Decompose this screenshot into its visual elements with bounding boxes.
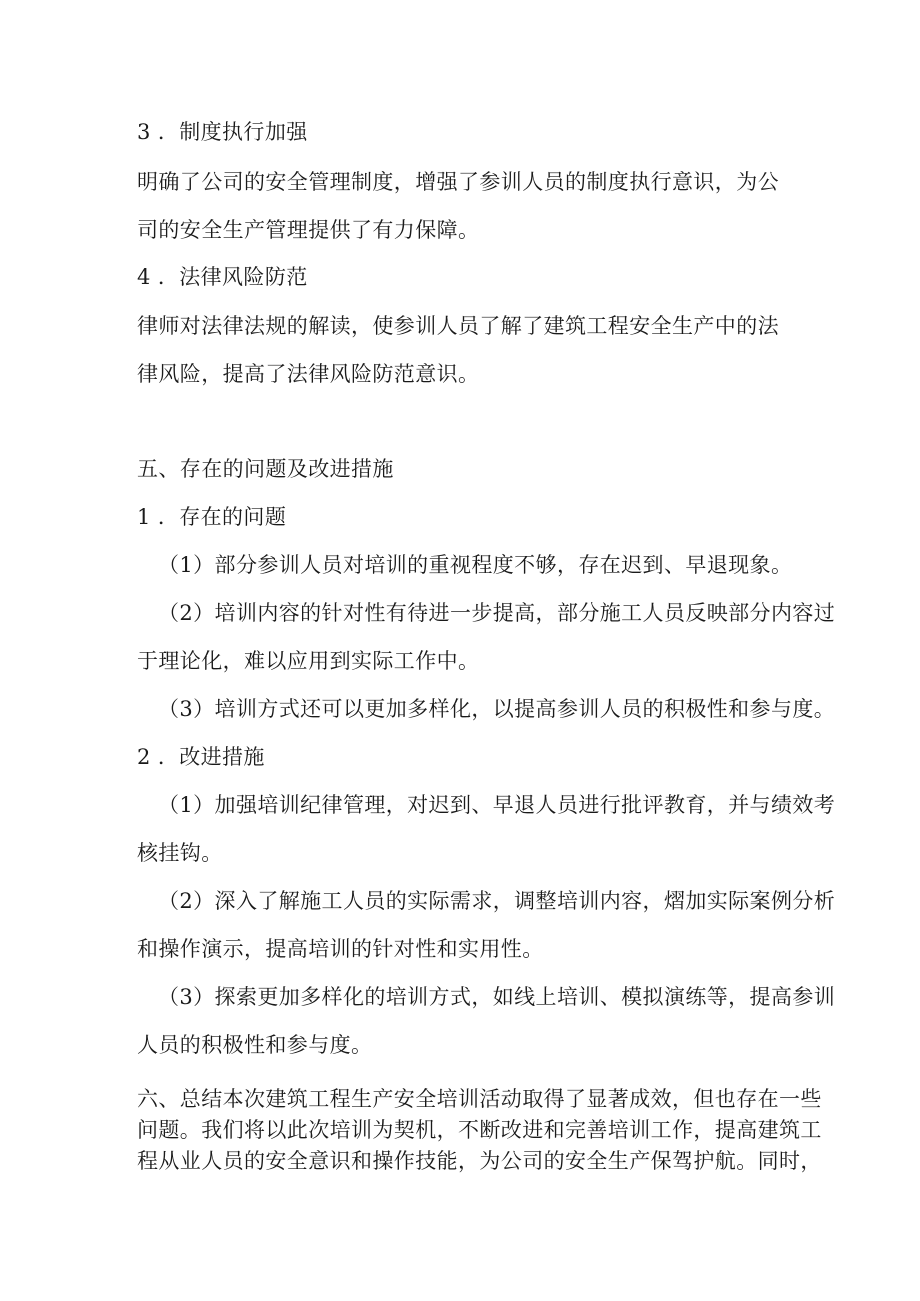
measure-item-1-line-2: 核挂钩。 — [137, 841, 223, 865]
section-6-line-2: 问题。我们将以此次培训为契机，不断改进和完善培训工作，提高建筑工 — [137, 1118, 822, 1142]
section-3-heading: 3 ．制度执行加强 — [137, 120, 308, 144]
section-6-line-3: 程从业人员的安全意识和操作技能，为公司的安全生产保驾护航。同时， — [137, 1149, 822, 1173]
measures-heading: 2 ．改进措施 — [137, 745, 265, 769]
problems-heading: 1 ．存在的问题 — [137, 505, 287, 529]
section-6-line-1: 六、总结本次建筑工程生产安全培训活动取得了显著成效，但也存在一些 — [137, 1087, 822, 1111]
measure-item-2-line-2: 和操作演示，提高培训的针对性和实用性。 — [137, 937, 544, 961]
section-4-text-line-2: 律风险，提高了法律风险防范意识。 — [137, 362, 480, 386]
measure-item-3-line-2: 人员的积极性和参与度。 — [137, 1033, 373, 1057]
problem-item-3: （3）培训方式还可以更加多样化，以提高参训人员的积极性和参与度。 — [158, 697, 836, 721]
problem-item-2-line-2: 于理论化，难以应用到实际工作中。 — [137, 649, 480, 673]
problem-item-1: （1）部分参训人员对培训的重视程度不够，存在迟到、早退现象。 — [158, 553, 793, 577]
section-3-text-line-2: 司的安全生产管理提供了有力保障。 — [137, 218, 480, 242]
section-5-heading: 五、存在的问题及改进措施 — [137, 457, 394, 481]
measure-item-3-line-1: （3）探索更加多样化的培训方式，如线上培训、模拟演练等，提高参训 — [158, 985, 836, 1009]
measure-item-2-line-1: （2）深入了解施工人员的实际需求，调整培训内容，熠加实际案例分析 — [158, 889, 836, 913]
section-3-text-line-1: 明确了公司的安全管理制度，增强了参训人员的制度执行意识，为公 — [137, 170, 779, 194]
section-4-text-line-1: 律师对法律法规的解读，使参训人员了解了建筑工程安全生产中的法 — [137, 314, 779, 338]
problem-item-2-line-1: （2）培训内容的针对性有待进一步提高，部分施工人员反映部分内容过 — [158, 601, 836, 625]
measure-item-1-line-1: （1）加强培训纪律管理，对迟到、早退人员进行批评教育，并与绩效考 — [158, 793, 836, 817]
section-4-heading: 4 ．法律风险防范 — [137, 265, 308, 289]
